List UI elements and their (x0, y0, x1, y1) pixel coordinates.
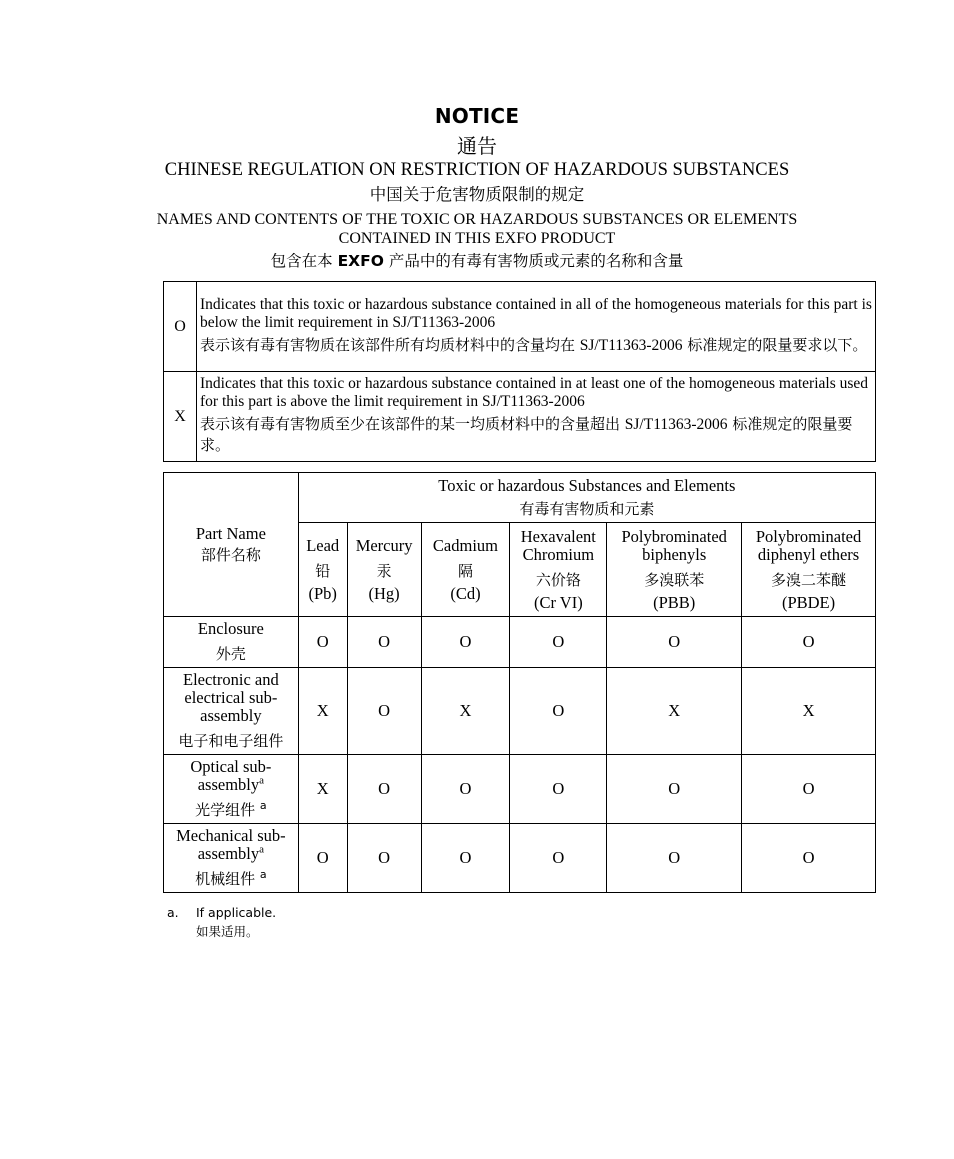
part-name-cn-text: 机械组件 (195, 870, 256, 888)
legend-table (163, 281, 876, 462)
legend-description (197, 372, 876, 462)
legend-text-cn-b: 标准规定的限量要求。 (200, 415, 853, 454)
footnote (167, 903, 276, 941)
footnote-marker-cn: a (259, 868, 267, 881)
column-name: Polybrominated biphenyls (621, 526, 727, 564)
part-name: Enclosure (197, 619, 264, 638)
legend-row (164, 372, 876, 462)
column-symbol: (Pb) (308, 583, 337, 603)
value-cell: O (607, 824, 742, 893)
column-header-cadmium (421, 523, 510, 617)
part-name-cn-text: 光学组件 (195, 801, 256, 819)
footnote-label: a. (167, 905, 179, 920)
column-name-cn: 铅 (315, 561, 331, 580)
part-name-text: Mechanical sub-assembly (176, 826, 286, 863)
value-cell: O (510, 617, 607, 668)
part-name-label-cn: 部件名称 (200, 545, 261, 564)
footnote-marker: a (259, 774, 265, 787)
legend-text-cn-a: 表示该有毒有害物质在该部件所有均质材料中的含量均在 (200, 335, 580, 354)
legend-text-cn (200, 414, 872, 456)
value-cell: X (298, 755, 347, 824)
column-name-cn: 六价铬 (535, 570, 581, 589)
value-cell: O (421, 617, 510, 668)
part-name (164, 758, 298, 794)
notice-title-cn: 通告 (457, 134, 497, 158)
legend-text-cn (200, 335, 872, 356)
group-title-cn: 有毒有害物质和元素 (519, 499, 655, 518)
regulation-title-cn: 中国关于危害物质限制的规定 (369, 185, 585, 204)
value-cell: O (742, 755, 876, 824)
value-cell: O (347, 617, 421, 668)
value-cell: X (421, 668, 510, 755)
value-cell: O (607, 617, 742, 668)
table-row (164, 824, 876, 893)
column-symbol: (PBDE) (781, 592, 836, 612)
names-heading-cn-b: 产品中的有毒有害物质或元素的名称和含量 (383, 252, 684, 270)
footnote-text-cn: 如果适用。 (196, 924, 259, 939)
part-name-cn (164, 800, 298, 820)
footnote-marker: a (259, 843, 265, 856)
legend-text-cn-b: 标准规定的限量要求以下。 (682, 335, 868, 354)
legend-text-en: Indicates that this toxic or hazardous substance contained in at least one of the homogeneous materials used for this part is above the limit requirement in SJ/T11363-2006 (200, 375, 869, 410)
value-cell: X (298, 668, 347, 755)
column-header-mercury (347, 523, 421, 617)
part-name-cell (164, 755, 299, 824)
value-cell: X (742, 668, 876, 755)
part-name-cn: 外壳 (215, 645, 246, 663)
column-name: Mercury (355, 535, 413, 555)
column-symbol: (Cd) (450, 583, 481, 603)
table-row (164, 668, 876, 755)
legend-description (197, 282, 876, 372)
value-cell: X (607, 668, 742, 755)
part-name-cn: 电子和电子组件 (178, 732, 284, 750)
regulation-title: CHINESE REGULATION ON RESTRICTION OF HAZARDOUS SUBSTANCES (164, 160, 790, 180)
names-heading-cn-a: 包含在本 (270, 252, 338, 270)
part-name-text: Optical sub-assembly (190, 757, 272, 794)
footnote-text: If applicable. (196, 905, 277, 920)
column-name-cn: 隔 (457, 561, 473, 580)
column-symbol: (PBB) (653, 592, 696, 612)
part-name-label: Part Name (195, 523, 266, 543)
part-name-cell (164, 617, 299, 668)
names-heading (0, 210, 954, 248)
names-heading-cn-exfo: EXFO (337, 252, 384, 270)
part-name-cn (164, 869, 298, 889)
value-cell: O (510, 755, 607, 824)
column-name: Cadmium (432, 535, 499, 555)
value-cell: O (421, 755, 510, 824)
table-row (164, 617, 876, 668)
column-symbol: (Hg) (368, 583, 400, 603)
value-cell: O (298, 824, 347, 893)
part-name (164, 827, 298, 863)
legend-text-cn-std: SJ/T11363-2006 (579, 336, 683, 354)
column-name-cn: 多溴联苯 (644, 570, 705, 589)
names-heading-line2: CONTAINED IN THIS EXFO PRODUCT (338, 230, 616, 247)
value-cell: O (607, 755, 742, 824)
column-name: Hexavalent Chromium (520, 526, 596, 564)
names-heading-line1: NAMES AND CONTENTS OF THE TOXIC OR HAZARDOUS SUBSTANCES OR ELEMENTS (156, 211, 798, 228)
footnote-line (167, 903, 276, 922)
part-name-cell (164, 824, 299, 893)
group-title: Toxic or hazardous Substances and Elements (438, 475, 736, 495)
legend-text-cn-std: SJ/T11363-2006 (624, 416, 728, 433)
value-cell: O (510, 668, 607, 755)
value-cell: O (742, 617, 876, 668)
value-cell: O (510, 824, 607, 893)
legend-text-cn-a: 表示该有毒有害物质至少在该部件的某一均质材料中的含量超出 (200, 415, 625, 433)
column-name: Polybrominated diphenyl ethers (755, 526, 862, 564)
part-name-cell (164, 668, 299, 755)
header-row (164, 473, 876, 523)
table-row (164, 755, 876, 824)
footnote-marker-cn: a (259, 799, 267, 812)
legend-text-en: Indicates that this toxic or hazardous substance contained in all of the homogeneous materials for this part is below the limit requirement in SJ/T11363-2006 (200, 295, 872, 331)
value-cell: O (347, 755, 421, 824)
legend-symbol: O (164, 282, 197, 372)
value-cell: O (298, 617, 347, 668)
column-header-pbb (607, 523, 742, 617)
column-name: Lead (306, 535, 340, 555)
column-header-chromium (510, 523, 607, 617)
legend-row (164, 282, 876, 372)
part-name-header (164, 473, 299, 617)
notice-title: NOTICE (434, 104, 520, 128)
names-heading-cn (0, 249, 954, 271)
column-header-lead (298, 523, 347, 617)
column-symbol: (Cr VI) (533, 592, 583, 612)
column-header-pbde (742, 523, 876, 617)
substances-table (163, 472, 876, 893)
value-cell: O (347, 668, 421, 755)
value-cell: O (347, 824, 421, 893)
column-name-cn: 汞 (376, 561, 392, 580)
column-name-cn: 多溴二苯醚 (771, 570, 847, 589)
substances-group-header (298, 473, 875, 523)
legend-symbol: X (164, 372, 197, 462)
value-cell: O (421, 824, 510, 893)
part-name: Electronic and electrical sub-assembly (183, 670, 279, 725)
value-cell: O (742, 824, 876, 893)
